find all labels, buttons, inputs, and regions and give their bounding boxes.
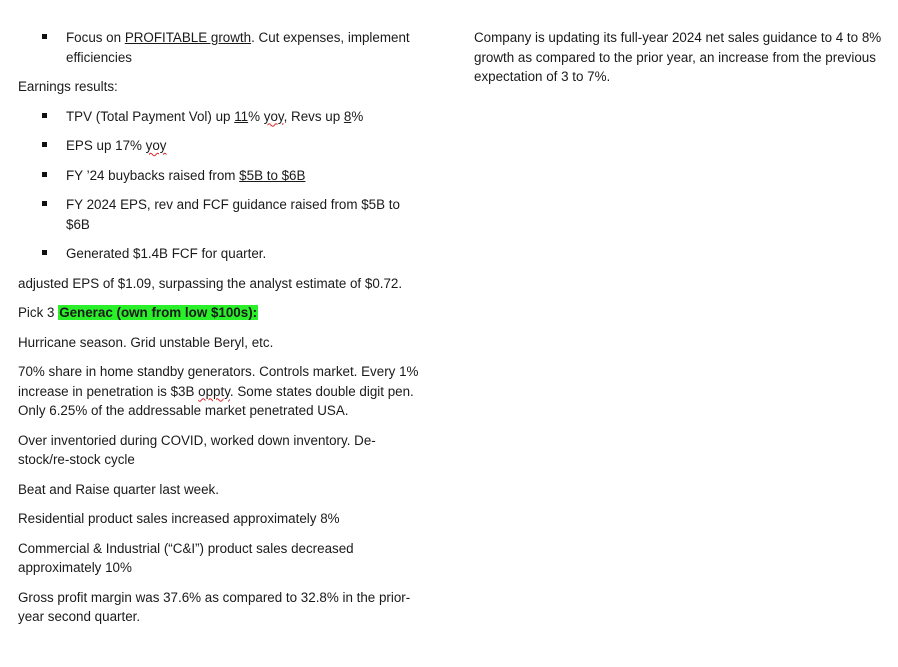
bullet-tpv [18,107,423,127]
beat-raise-paragraph: Beat and Raise quarter last week. [18,481,219,497]
left-column [18,28,423,627]
underlined-text: 11 [234,108,249,124]
paragraph-line: stock/re-stock cycle [18,452,135,467]
paragraph-line: Gross profit margin was 37.6% as compared to 32.8% in the prior- [18,589,411,605]
bullet-square-icon [42,34,47,39]
bullet-eps [18,136,423,156]
text: % [351,108,364,124]
underlined-text: $5B to $6B [239,167,306,183]
bullet-line [66,107,423,127]
bullet-square-icon [42,113,47,118]
bullet-line [66,166,423,186]
paragraph-line: year second quarter. [18,609,141,624]
underlined-text: PROFITABLE growth [124,30,252,45]
bullet-fcf [18,244,423,264]
adjusted-eps-paragraph: adjusted EPS of $1.09, surpassing the analyst estimate of $0.72. [18,275,403,291]
spellcheck-word: oppty [198,383,230,399]
text: TPV (Total Payment Vol) up [66,108,235,124]
bullet-guidance [18,195,423,234]
paragraph-line: Over inventoried during COVID, worked down inventory. De- [18,432,376,448]
bullet-square-icon [42,142,47,147]
commercial-paragraph [18,539,423,578]
paragraph-line: Only 6.25% of the addressable market penetrated USA. [18,403,349,418]
guidance-paragraph [474,28,886,87]
text: , Revs up [283,108,344,124]
bullet-square-icon [42,172,47,177]
text: increase in penetration is $3B [18,383,199,399]
paragraph-line: growth as compared to the prior year, an increase from the previous [474,49,876,65]
bullet-line [66,136,423,156]
text: EPS up 17% [66,138,146,153]
paragraph-line: expectation of 3 to 7%. [474,69,611,84]
paragraph-line [18,382,423,402]
earnings-heading: Earnings results: [18,79,118,94]
text: . Some states double digit pen. [229,383,414,399]
highlighted-text: Generac (own from low $100s): [59,305,258,320]
market-share-paragraph [18,362,423,421]
bullet-line: Generated $1.4B FCF for quarter. [66,246,267,261]
text: . Cut expenses, implement [251,30,410,45]
bullet-line: FY 2024 EPS, rev and FCF guidance raised from $5B to $6B [66,197,400,232]
underlined-text: 8 [343,108,352,124]
spellcheck-word: yoy [263,108,284,124]
bullet-buybacks [18,166,423,186]
pick-paragraph [18,303,423,323]
residential-paragraph: Residential product sales increased approximately 8% [18,511,340,526]
spellcheck-word: yoy [145,138,167,153]
bullet-focus-profitable [18,28,423,67]
paragraph-line: Company is updating its full-year 2024 net sales guidance to 4 to 8% [474,30,882,45]
text: Pick 3 [18,305,59,320]
text: Focus on [66,30,125,45]
text: % [248,108,264,124]
hurricane-paragraph: Hurricane season. Grid unstable Beryl, etc. [18,334,274,350]
paragraph-line: Commercial & Industrial (“C&I”) product sales decreased [18,540,354,556]
bullet-line: efficiencies [66,49,132,65]
gross-margin-paragraph [18,588,423,627]
paragraph-line: 70% share in home standby generators. Controls market. Every 1% [18,364,419,379]
bullet-line [66,28,423,48]
text: FY ’24 buybacks raised from [66,167,240,183]
bullet-square-icon [42,201,47,206]
bullet-square-icon [42,250,47,255]
paragraph-line: approximately 10% [18,560,132,575]
right-column [474,28,886,87]
inventory-paragraph [18,431,423,470]
